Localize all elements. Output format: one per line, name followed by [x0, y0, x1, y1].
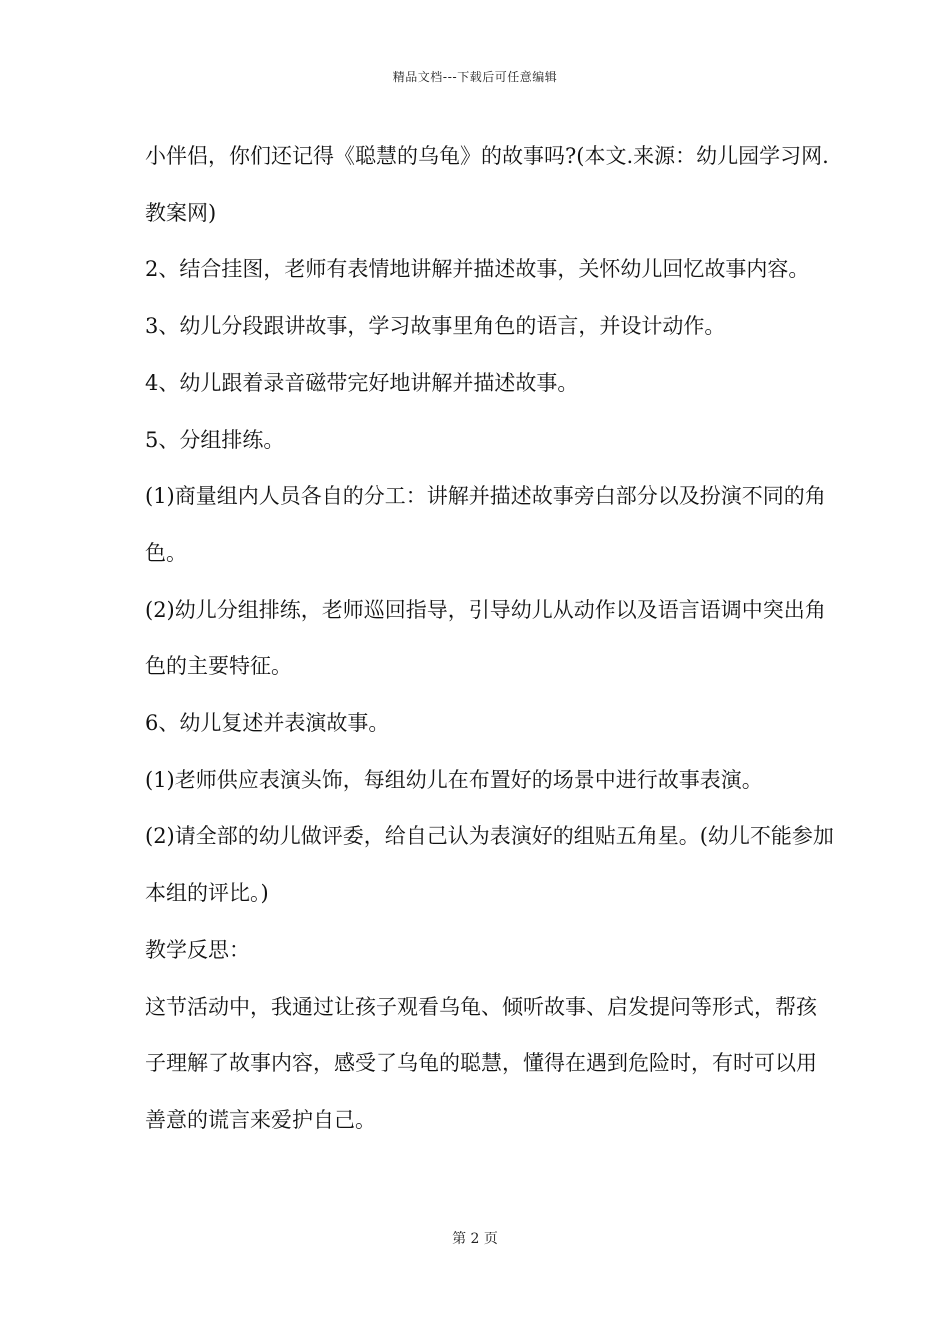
- paragraph-step-5-2: (2)幼儿分组排练，老师巡回指导，引导幼儿从动作以及语言语调中突出角色的主要特征。: [145, 597, 826, 679]
- paragraph-step-3: 3、幼儿分段跟讲故事，学习故事里角色的语言，并设计动作。: [145, 314, 726, 339]
- paragraph-step-4: 4、幼儿跟着录音磁带完好地讲解并描述故事。: [145, 370, 579, 395]
- paragraph-step-6-2: (2)请全部的幼儿做评委，给自己认为表演好的组贴五角星。(幼儿不能参加本组的评比。): [145, 824, 834, 906]
- paragraph-story-question: 小伴侣，你们还记得《聪慧的乌龟》的故事吗?(本文.来源：幼儿园学习网.教案网): [145, 144, 829, 225]
- page-header: 精品文档---下载后可任意编辑: [392, 70, 558, 84]
- paragraph-step-6: 6、幼儿复述并表演故事。: [145, 711, 390, 736]
- paragraph-step-5: 5、分组排练。: [145, 427, 285, 452]
- paragraph-step-2: 2、结合挂图，老师有表情地讲解并描述故事，关怀幼儿回忆故事内容。: [145, 257, 810, 282]
- page-number: 第 2 页: [452, 1231, 498, 1247]
- paragraph-reflection: 这节活动中，我通过让孩子观看乌龟、倾听故事、启发提问等形式，帮孩子理解了故事内容，感受了乌龟的聪慧，懂得在遇到危险时，有时可以用善意的谎言来爱护自己。: [145, 994, 817, 1132]
- paragraph-step-6-1: (1)老师供应表演头饰，每组幼儿在布置好的场景中进行故事表演。: [145, 767, 763, 792]
- section-heading-reflection: 教学反思：: [145, 937, 250, 962]
- document-body: [145, 128, 835, 1149]
- paragraph-step-5-1: (1)商量组内人员各自的分工：讲解并描述故事旁白部分以及扮演不同的角色。: [145, 484, 826, 565]
